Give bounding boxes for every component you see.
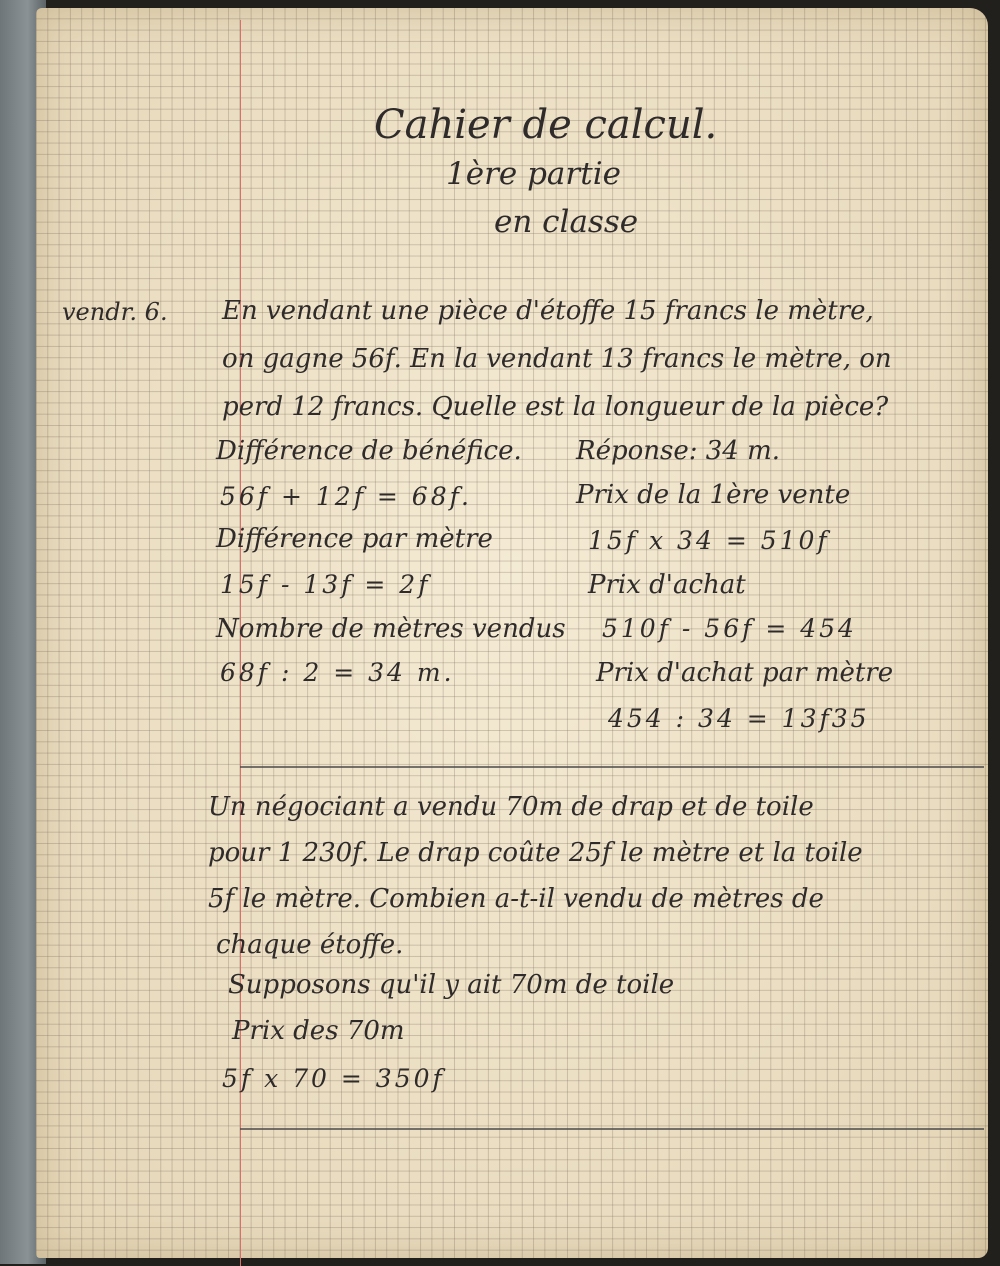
work-left-line: 56f + 12f = 68f. bbox=[220, 482, 472, 511]
work-right-line: 510f - 56f = 454 bbox=[602, 614, 857, 643]
page-title: Cahier de calcul. bbox=[374, 102, 718, 148]
statement-line: Un négociant a vendu 70m de drap et de toile bbox=[208, 792, 814, 822]
bottom-separator bbox=[240, 1128, 984, 1130]
work-right-line: Prix de la 1ère vente bbox=[576, 480, 851, 510]
work-right-line: 15f x 34 = 510f bbox=[588, 526, 830, 555]
exercise-date: vendr. 6. bbox=[62, 298, 168, 326]
statement-line: on gagne 56f. En la vendant 13 francs le mètre, on bbox=[222, 344, 892, 374]
page-subtitle-part: 1ère partie bbox=[446, 156, 621, 192]
exercise-separator bbox=[240, 766, 984, 768]
work-line: 5f x 70 = 350f bbox=[222, 1064, 445, 1093]
work-right-line: Prix d'achat bbox=[588, 570, 746, 600]
work-left-line: Différence par mètre bbox=[216, 524, 493, 554]
work-left-line: 15f - 13f = 2f bbox=[220, 570, 431, 599]
work-left-line: Différence de bénéfice. bbox=[216, 436, 522, 466]
statement-line: 5f le mètre. Combien a-t-il vendu de mètres de bbox=[208, 884, 824, 914]
work-left-line: 68f : 2 = 34 m. bbox=[220, 658, 455, 687]
page-subtitle-place: en classe bbox=[494, 204, 639, 240]
statement-line: perd 12 francs. Quelle est la longueur de la pièce? bbox=[222, 392, 889, 422]
work-right-line: 454 : 34 = 13f35 bbox=[608, 704, 870, 733]
work-right-line: Réponse: 34 m. bbox=[576, 436, 781, 466]
statement-line: chaque étoffe. bbox=[216, 930, 404, 960]
work-line: Prix des 70m bbox=[232, 1016, 405, 1046]
statement-line: pour 1 230f. Le drap coûte 25f le mètre et la toile bbox=[208, 838, 863, 868]
notebook-page bbox=[36, 8, 988, 1258]
work-left-line: Nombre de mètres vendus bbox=[216, 614, 566, 644]
statement-line: En vendant une pièce d'étoffe 15 francs le mètre, bbox=[222, 296, 874, 326]
work-right-line: Prix d'achat par mètre bbox=[596, 658, 894, 688]
work-line: Supposons qu'il y ait 70m de toile bbox=[228, 970, 675, 1000]
